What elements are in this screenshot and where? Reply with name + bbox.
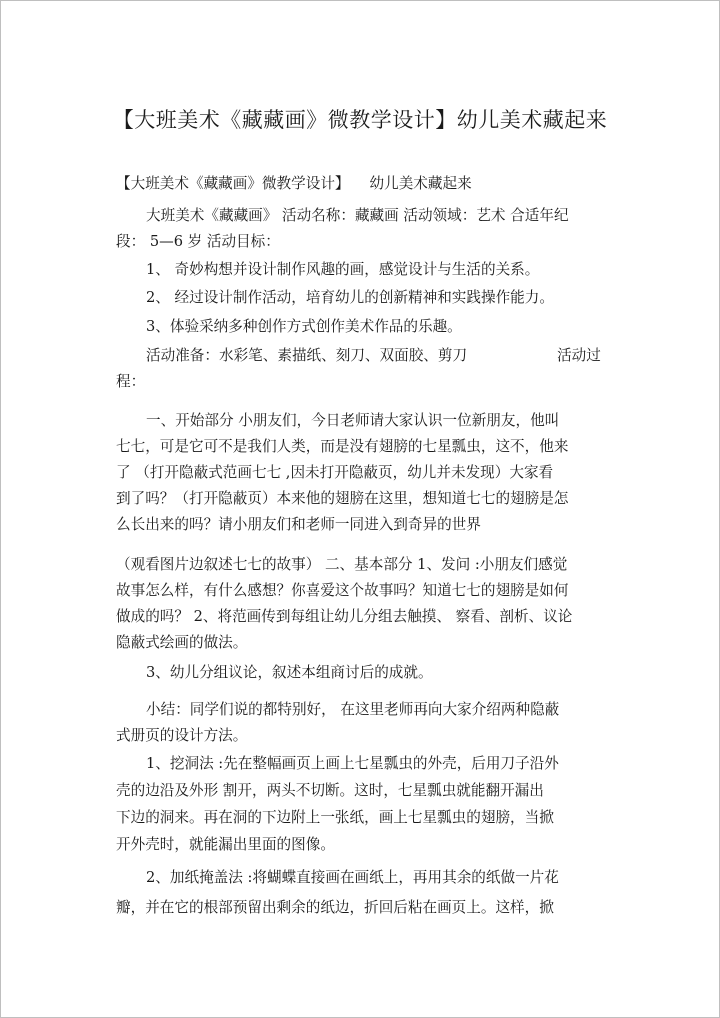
- para-line: 壳的边沿及外形 割开，两头不切断。这时，七星瓢虫就能翻开漏出: [116, 782, 544, 799]
- subtitle-right: 幼儿美术藏起来: [369, 175, 472, 192]
- para-line: 到了吗？（打开隐蔽页）本来他的翅膀在这里，想知道七七的翅膀是怎: [116, 490, 569, 507]
- para-line: 3、幼儿分组议论，叙述本组商讨后的成就。: [146, 664, 433, 681]
- goal-item-2: 2、 经过设计制作活动，培育幼儿的创新精神和实践操作能力。: [146, 289, 554, 306]
- para-line: 2、加纸掩盖法 :将蝴蝶直接画在画纸上，再用其余的纸做一片花: [146, 869, 559, 886]
- para-line: 下边的洞来。再在洞的下边附上一张纸，画上七星瓢虫的翅膀，当掀: [116, 809, 554, 826]
- goal-item-3: 3、体验采纳多种创作方式创作美术作品的乐趣。: [146, 318, 462, 335]
- subtitle-left: 【大班美术《藏藏画》微教学设计】: [116, 175, 350, 192]
- para-line: 隐蔽式绘画的做法。: [116, 634, 248, 651]
- para-line: 瓣，并在它的根部预留出剩余的纸边，折回后粘在画页上。这样，掀: [116, 899, 554, 916]
- para-line: 1、挖洞法 :先在整幅画页上画上七星瓢虫的外壳，后用刀子沿外: [146, 755, 559, 772]
- para-line: 大班美术《藏藏画》 活动名称：藏藏画 活动领域：艺术 合适年纪: [146, 207, 569, 224]
- para-line: 小结：同学们说的都特别好， 在这里老师再向大家介绍两种隐蔽: [146, 701, 560, 718]
- process-heading-start: 活动过: [557, 347, 601, 364]
- goal-item-1: 1、 奇妙构想并设计制作风趣的画，感觉设计与生活的关系。: [146, 261, 540, 278]
- para-line: 程：: [116, 373, 146, 390]
- para-line: 做成的吗？ 2、将范画传到每组让幼儿分组去触摸、 察看、剖析、议论: [116, 608, 573, 625]
- para-line: 一、开始部分 小朋友们，今日老师请大家认识一位新朋友，他叫: [146, 412, 560, 429]
- prep-line: [146, 346, 601, 366]
- para-line: 七七，可是它可不是我们人类，而是没有翅膀的七星瓢虫，这不，他来: [116, 438, 569, 455]
- para-line: 式册页的设计方法。: [116, 727, 248, 744]
- page-title: 【大班美术《藏藏画》微教学设计】幼儿美术藏起来: [112, 108, 608, 132]
- para-line: 故事怎么样，有什么感想？你喜爱这个故事吗？知道七七的翅膀是如何: [116, 582, 569, 599]
- subtitle-line: [116, 174, 472, 194]
- para-line: 开外壳时，就能漏出里面的图像。: [116, 836, 335, 853]
- para-line: （观看图片边叙述七七的故事） 二、基本部分 1、发问 :小朋友们感觉: [116, 556, 568, 573]
- para-line: 么长出来的吗？请小朋友们和老师一同进入到奇异的世界: [116, 516, 481, 533]
- para-line: 段： 5—6 岁 活动目标：: [116, 233, 280, 250]
- para-line: 了 （打开隐蔽式范画七七 ,因未打开隐蔽页，幼儿并未发现）大家看: [116, 464, 554, 481]
- prep-materials: 活动准备：水彩笔、素描纸、刻刀、双面胶、剪刀: [146, 347, 468, 364]
